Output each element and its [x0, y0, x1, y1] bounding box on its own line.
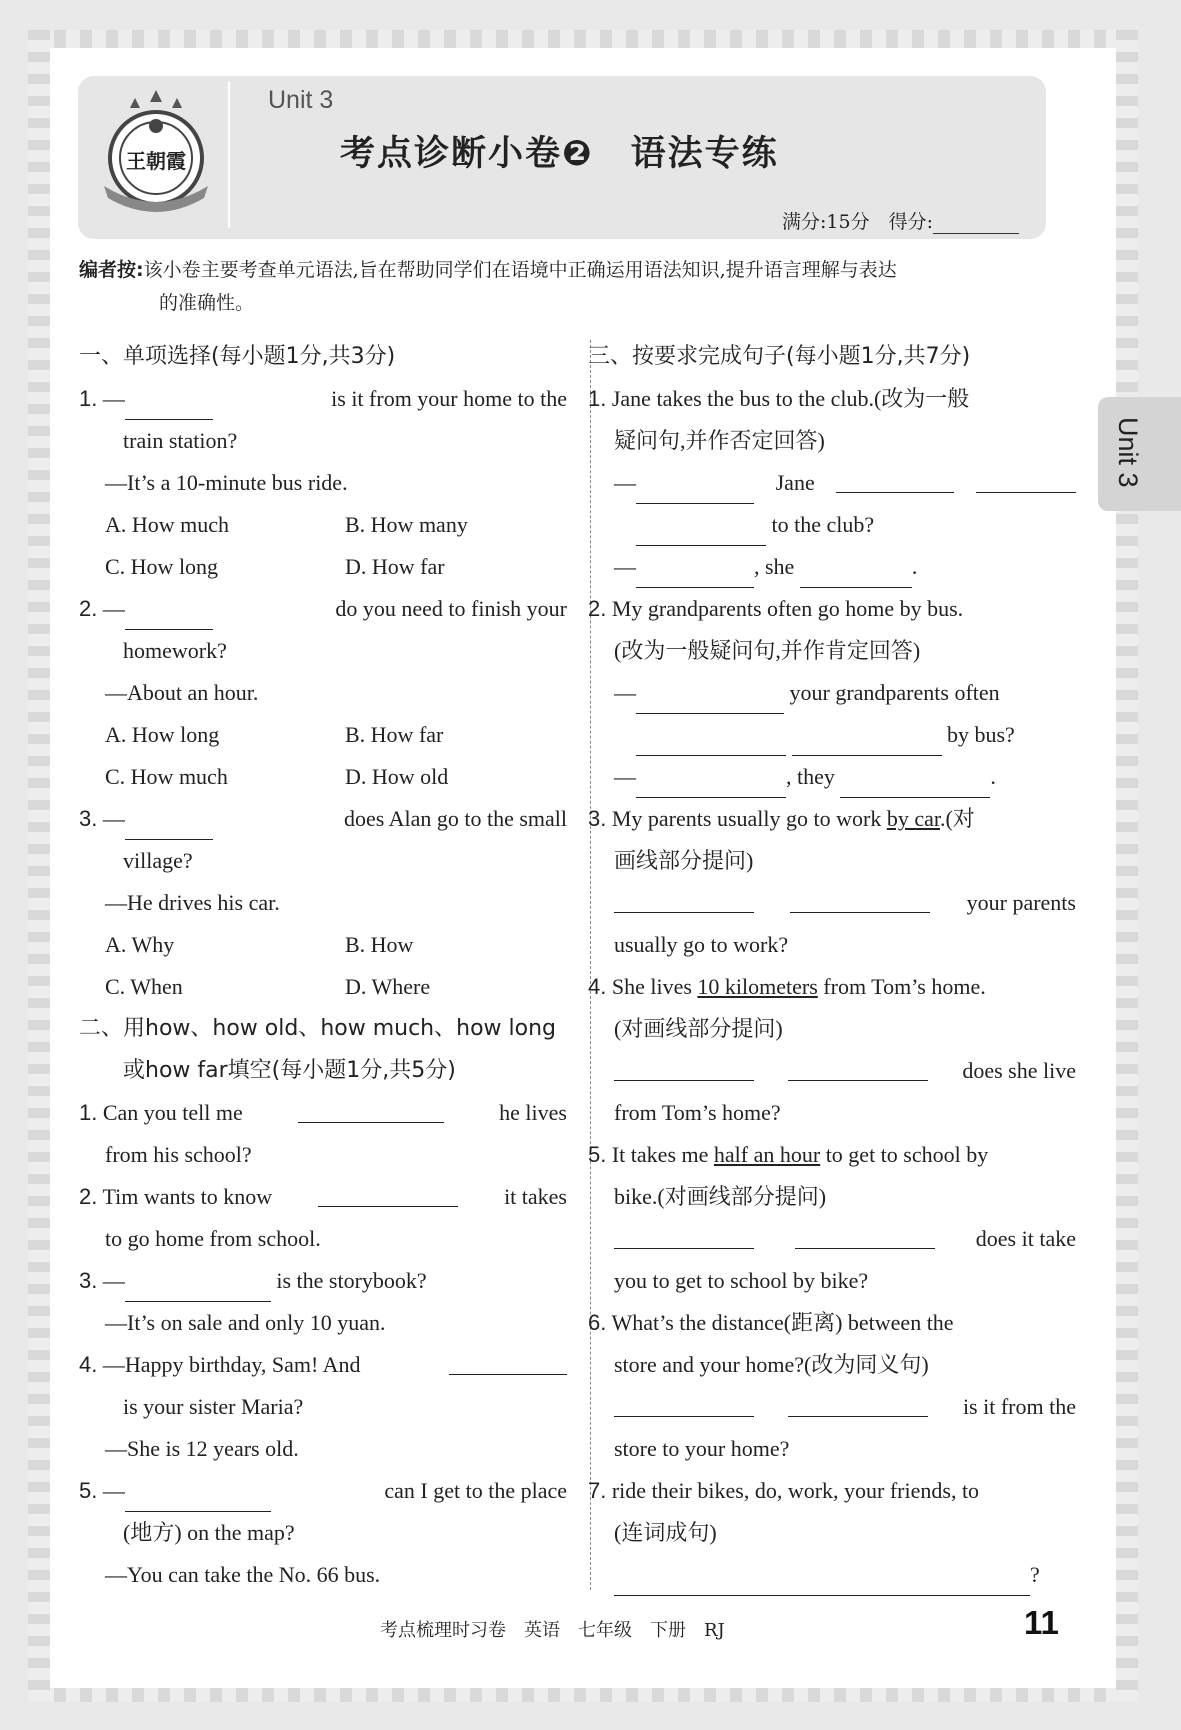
- answer-blank[interactable]: [790, 882, 930, 913]
- answer-blank[interactable]: [614, 882, 754, 913]
- answer-blank[interactable]: [840, 767, 990, 798]
- question: 5. — can I get to the place: [79, 1470, 567, 1512]
- answer-blank[interactable]: [125, 389, 213, 420]
- answer-blank[interactable]: [800, 557, 912, 588]
- answer-blank[interactable]: [125, 1481, 271, 1512]
- answer-blank[interactable]: [298, 1092, 444, 1123]
- answer-blank[interactable]: [636, 473, 754, 504]
- answer-blank[interactable]: [788, 1050, 928, 1081]
- question: 3. — is the storybook?: [79, 1260, 567, 1302]
- question: 2. — do you need to finish your: [79, 588, 567, 630]
- options-row: A. How much B. How many: [105, 512, 468, 537]
- wavy-border-left: [28, 30, 50, 1702]
- side-unit-tab-label: Unit 3: [1113, 417, 1143, 488]
- header-divider: [228, 82, 230, 228]
- options-row: C. How much D. How old: [105, 764, 449, 789]
- score-line: [782, 207, 1019, 234]
- editor-note-text-1: 该小卷主要考查单元语法,旨在帮助同学们在语境中正确运用语法知识,提升语言理解与表达: [143, 259, 897, 281]
- answer-blank[interactable]: [318, 1176, 458, 1207]
- answer-blank[interactable]: [125, 599, 213, 630]
- answer-blank[interactable]: [614, 1386, 754, 1417]
- page-title: 考点诊断小卷❷ 语法专练: [340, 134, 779, 174]
- answer-blank[interactable]: [636, 767, 786, 798]
- editor-note: [79, 254, 1069, 320]
- question: 4. She lives 10 kilometers from Tom’s home.: [588, 974, 986, 999]
- wavy-border-bottom: [28, 1688, 1138, 1702]
- wavy-border-right: [1116, 30, 1138, 1702]
- score-label: 满分:15分 得分:: [782, 211, 933, 233]
- score-blank[interactable]: [933, 215, 1019, 234]
- wavy-border-top: [28, 30, 1138, 48]
- question: 1. Jane takes the bus to the club.(改为一般: [588, 386, 970, 411]
- answer-blank[interactable]: [614, 1218, 754, 1249]
- options-row: C. How long D. How far: [105, 554, 445, 579]
- editor-note-text-2: 的准确性。: [159, 292, 255, 314]
- question: 1. — is it from your home to the: [79, 378, 567, 420]
- unit-label: Unit 3: [268, 86, 334, 114]
- answer-blank[interactable]: [125, 1271, 271, 1302]
- answer-blank[interactable]: [636, 725, 786, 756]
- side-unit-tab: [1098, 397, 1181, 511]
- question: 6. What’s the distance(距离) between the: [588, 1310, 954, 1335]
- section-heading-3: 三、按要求完成句子(每小题1分,共7分): [588, 344, 971, 369]
- question: 2. Tim wants to know it takes: [79, 1176, 567, 1218]
- answer-blank[interactable]: [836, 462, 954, 493]
- question: 3. — does Alan go to the small: [79, 798, 567, 840]
- question: 5. It takes me half an hour to get to school by: [588, 1142, 989, 1167]
- publisher-logo: [100, 90, 212, 216]
- options-row: A. How long B. How far: [105, 722, 444, 747]
- answer-blank[interactable]: [792, 725, 942, 756]
- question: 1. Can you tell me he lives: [79, 1092, 567, 1134]
- footer-text: 考点梳理时习卷 英语 七年级 下册 RJ: [380, 1620, 725, 1641]
- answer-blank[interactable]: [614, 1565, 1030, 1596]
- answer-blank[interactable]: [788, 1386, 928, 1417]
- header-banner: [78, 76, 1046, 239]
- page-number: 11: [1024, 1604, 1059, 1641]
- answer-blank[interactable]: [636, 683, 784, 714]
- answer-blank[interactable]: [614, 1050, 754, 1081]
- answer-blank[interactable]: [449, 1344, 567, 1375]
- answer-blank[interactable]: [125, 809, 213, 840]
- left-column: 一、单项选择(每小题1分,共3分) 1. — is it from your home to the train station? —It’s a 10-minute bus ride. A. How much B. How many C. How long D. How far 2. — do you need to finish your homework? —About an hour. A. How long B. How far C. How much D. How old 3. — does Alan go to the small village? —He drives his car. A. Why B. How C. When D. Where 二、用how、how old、how much、how long 或how far填空(每小题1分,共5分) 1. Can you tell me he lives from his school? 2. Tim wants to know it takes to go home from school. 3. — is the storybook? —It’s on sale and only 10 yuan. 4. —Happy birthday, Sam! And is your sister Maria? —She is 12 years old. 5. — can I get to the place (地方) on the map? —You can take the No. 66 bus.: [79, 336, 567, 1596]
- question: 4. —Happy birthday, Sam! And: [79, 1344, 567, 1386]
- answer-blank[interactable]: [636, 557, 754, 588]
- answer-blank[interactable]: [795, 1218, 935, 1249]
- svg-text:王朝霞: 王朝霞: [126, 149, 186, 173]
- options-row: A. Why B. How: [105, 932, 414, 957]
- question: 7. ride their bikes, do, work, your friends, to: [588, 1478, 980, 1503]
- options-row: C. When D. Where: [105, 974, 431, 999]
- question: 2. My grandparents often go home by bus.: [588, 596, 964, 621]
- section-heading-2b: 或how far填空(每小题1分,共5分): [123, 1058, 456, 1083]
- answer-blank[interactable]: [976, 462, 1076, 493]
- answer-blank[interactable]: [636, 515, 766, 546]
- section-heading-2a: 二、用how、how old、how much、how long: [79, 1016, 556, 1041]
- editor-note-label: 编者按:: [79, 259, 144, 281]
- right-column: 三、按要求完成句子(每小题1分,共7分) 1. Jane takes the bus to the club.(改为一般 疑问句,并作否定回答) — Jane to the club? — , she . 2. My grandparents often go home by bus. (改为一般疑问句,并作肯定回答) — your grandparents often by bus? — , they . 3. My parents usually go to work by car.(对 画线部分提问) your parents usually go to work? 4. She lives 10 kilometers from Tom’s home. (对画线部分提问) does she live from Tom’s home? 5. It takes me half an hour to get to school by bike.(对画线部分提问) does it take you to get to school by bike? 6. What’s the distance(距离) between the store and your home?(改为同义句) is it from the store to your home? 7. ride their bikes, do, work, your friends, to (连词成句) ?: [588, 336, 1076, 1596]
- question: 3. My parents usually go to work by car.(对: [588, 806, 975, 831]
- section-heading-1: 一、单项选择(每小题1分,共3分): [79, 344, 396, 369]
